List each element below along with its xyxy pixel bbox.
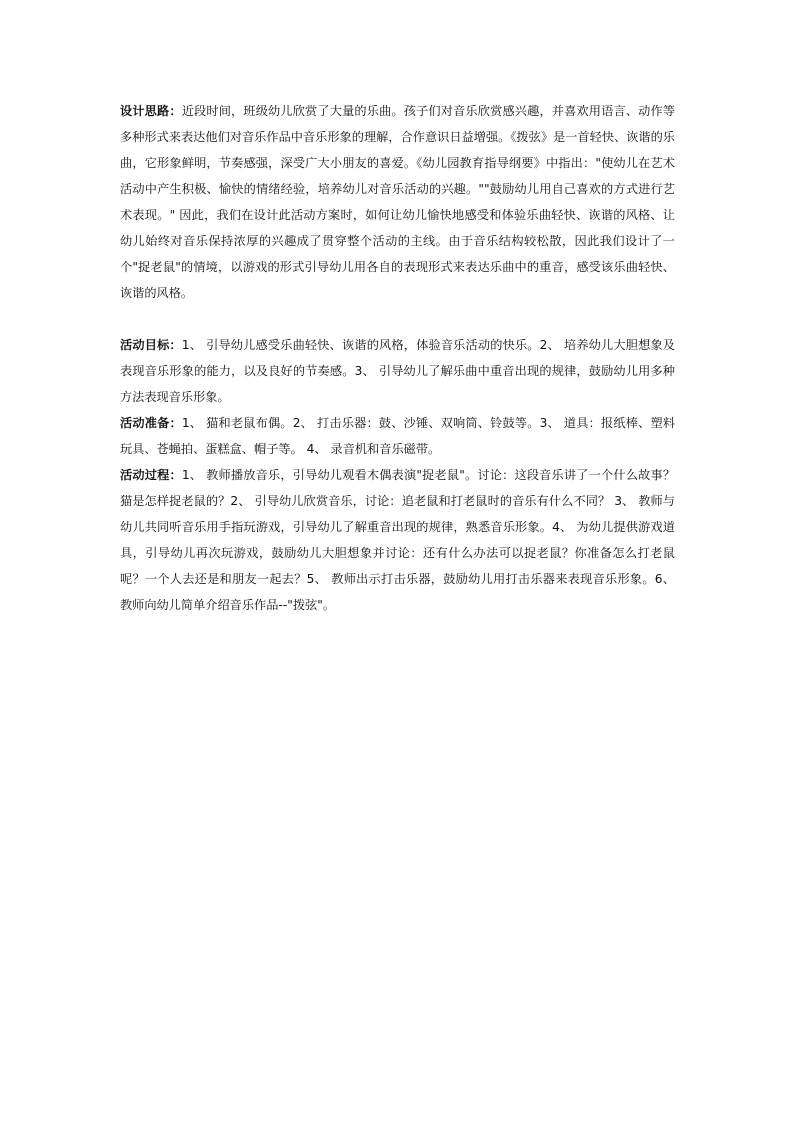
document-body xyxy=(120,98,675,618)
process-heading: 活动过程： xyxy=(120,468,182,482)
goals-paragraph xyxy=(120,332,675,410)
design-text: 近段时间，班级幼儿欣赏了大量的乐曲。孩子们对音乐欣赏感兴趣，并喜欢用语言、动作等多种形式来表达他们对音乐作品中音乐形象的理解，合作意识日益增强。《拨弦》是一首轻快、诙谐的乐曲，它形象鲜明，节奏感强，深受广大小朋友的喜爱。《幼儿园教育指导纲要》中指出："使幼儿在艺术活动中产生积极、愉快的情绪经验，培养幼儿对音乐活动的兴趣。""鼓励幼儿用自己喜欢的方式进行艺术表现。" 因此，我们在设计此活动方案时，如何让幼儿愉快地感受和体验乐曲轻快、诙谐的风格、让幼儿始终对音乐保持浓厚的兴趣成了贯穿整个活动的主线。由于音乐结构较松散，因此我们设计了一个"捉老鼠"的情境，以游戏的形式引导幼儿用各自的表现形式来表达乐曲中的重音，感受该乐曲轻快、诙谐的风格。 xyxy=(120,104,676,300)
process-text: 1、 教师播放音乐，引导幼儿观看木偶表演"捉老鼠"。讨论：这段音乐讲了一个什么故事？猫是怎样捉老鼠的？2、 引导幼儿欣赏音乐，讨论：追老鼠和打老鼠时的音乐有什么不同？ 3、 教师与幼儿共同听音乐用手指玩游戏，引导幼儿了解重音出现的规律，熟悉音乐形象。4、 为幼儿提供游戏道具，引导幼儿再次玩游戏，鼓励幼儿大胆想象并讨论：还有什么办法可以捉老鼠？你准备怎么打老鼠呢？一个人去还是和朋友一起去？5、 教师出示打击乐器，鼓励幼儿用打击乐器来表现音乐形象。6、 教师向幼儿简单介绍音乐作品--"拨弦"。 xyxy=(120,468,676,612)
design-heading: 设计思路： xyxy=(120,104,182,118)
prep-text: 1、 猫和老鼠布偶。2、 打击乐器：鼓、沙锤、双响筒、铃鼓等。3、 道具：报纸棒、塑料玩具、苍蝇拍、蛋糕盒、帽子等。 4、 录音机和音乐磁带。 xyxy=(120,416,676,456)
goals-text: 1、 引导幼儿感受乐曲轻快、诙谐的风格，体验音乐活动的快乐。2、 培养幼儿大胆想象及表现音乐形象的能力，以及良好的节奏感。3、 引导幼儿了解乐曲中重音出现的规律，鼓励幼儿用多种方法表现音乐形象。 xyxy=(120,338,675,404)
paragraph-spacer xyxy=(120,306,675,332)
prep-heading: 活动准备： xyxy=(120,416,182,430)
design-paragraph xyxy=(120,98,675,306)
prep-paragraph xyxy=(120,410,675,462)
process-paragraph xyxy=(120,462,675,618)
goals-heading: 活动目标： xyxy=(120,338,182,352)
